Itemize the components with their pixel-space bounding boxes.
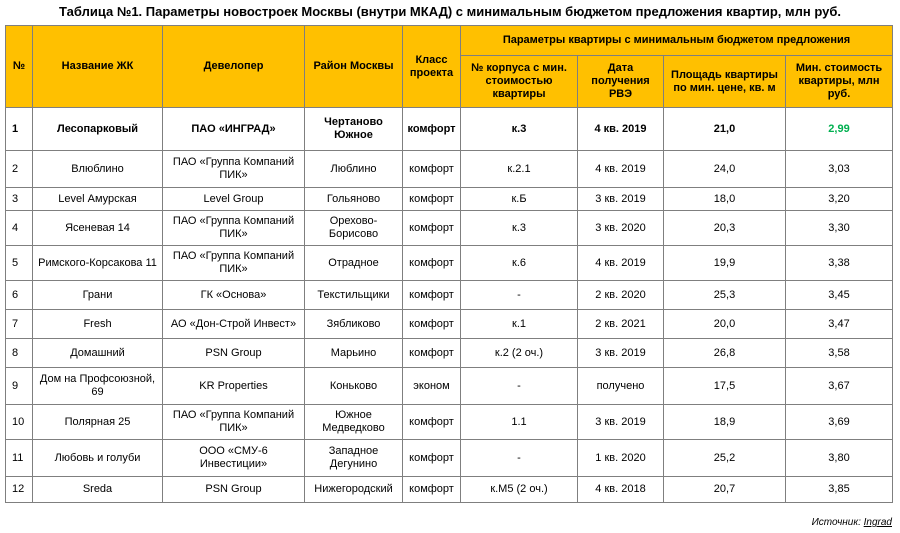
table-row xyxy=(6,281,893,310)
header-name: Название ЖК xyxy=(33,26,163,108)
cell-area: 24,0 xyxy=(664,151,786,188)
cell-building: к.1 xyxy=(461,310,578,339)
cell-num: 12 xyxy=(6,477,33,503)
cell-name: Лесопарковый xyxy=(33,108,163,151)
header-district: Район Москвы xyxy=(305,26,403,108)
cell-area: 18,0 xyxy=(664,188,786,211)
cell-class: комфорт xyxy=(403,281,461,310)
table-row xyxy=(6,368,893,405)
cell-num: 3 xyxy=(6,188,33,211)
cell-price: 3,85 xyxy=(786,477,893,503)
cell-developer: АО «Дон-Строй Инвест» xyxy=(163,310,305,339)
cell-num: 10 xyxy=(6,405,33,440)
table-row xyxy=(6,211,893,246)
cell-district: Текстильщики xyxy=(305,281,403,310)
cell-area: 17,5 xyxy=(664,368,786,405)
table-row xyxy=(6,151,893,188)
cell-developer: ПАО «Группа Компаний ПИК» xyxy=(163,211,305,246)
cell-date: 3 кв. 2019 xyxy=(578,339,664,368)
cell-num: 11 xyxy=(6,440,33,477)
table-row xyxy=(6,246,893,281)
cell-name: Дом на Профсоюзной, 69 xyxy=(33,368,163,405)
table-row xyxy=(6,477,893,503)
cell-building: - xyxy=(461,368,578,405)
cell-name: Любовь и голуби xyxy=(33,440,163,477)
cell-date: 3 кв. 2019 xyxy=(578,188,664,211)
cell-class: комфорт xyxy=(403,211,461,246)
cell-building: к.2.1 xyxy=(461,151,578,188)
cell-area: 21,0 xyxy=(664,108,786,151)
header-num: № xyxy=(6,26,33,108)
cell-num: 7 xyxy=(6,310,33,339)
cell-price: 3,20 xyxy=(786,188,893,211)
cell-date: 3 кв. 2020 xyxy=(578,211,664,246)
cell-price: 2,99 xyxy=(786,108,893,151)
cell-price: 3,80 xyxy=(786,440,893,477)
cell-developer: ПАО «ИНГРАД» xyxy=(163,108,305,151)
cell-district: Нижегородский xyxy=(305,477,403,503)
table-row xyxy=(6,339,893,368)
cell-name: Fresh xyxy=(33,310,163,339)
cell-building: к.2 (2 оч.) xyxy=(461,339,578,368)
cell-area: 25,3 xyxy=(664,281,786,310)
cell-num: 6 xyxy=(6,281,33,310)
cell-date: 2 кв. 2021 xyxy=(578,310,664,339)
cell-date: получено xyxy=(578,368,664,405)
cell-class: комфорт xyxy=(403,246,461,281)
cell-price: 3,47 xyxy=(786,310,893,339)
header-group: Параметры квартиры с минимальным бюджетом предложения xyxy=(461,26,893,56)
cell-district: Чертаново Южное xyxy=(305,108,403,151)
cell-class: комфорт xyxy=(403,440,461,477)
cell-area: 25,2 xyxy=(664,440,786,477)
header-date: Дата получения РВЭ xyxy=(578,56,664,108)
cell-area: 20,3 xyxy=(664,211,786,246)
table-body xyxy=(6,108,893,503)
cell-price: 3,03 xyxy=(786,151,893,188)
cell-area: 19,9 xyxy=(664,246,786,281)
cell-developer: KR Properties xyxy=(163,368,305,405)
cell-price: 3,38 xyxy=(786,246,893,281)
cell-price: 3,69 xyxy=(786,405,893,440)
cell-name: Грани xyxy=(33,281,163,310)
cell-district: Отрадное xyxy=(305,246,403,281)
cell-class: комфорт xyxy=(403,339,461,368)
cell-district: Орехово-Борисово xyxy=(305,211,403,246)
cell-class: комфорт xyxy=(403,108,461,151)
source-label: Источник: xyxy=(811,517,861,528)
table-row xyxy=(6,188,893,211)
new-buildings-table xyxy=(5,25,893,503)
cell-class: эконом xyxy=(403,368,461,405)
cell-area: 18,9 xyxy=(664,405,786,440)
cell-building: к.3 xyxy=(461,211,578,246)
cell-area: 20,7 xyxy=(664,477,786,503)
cell-date: 2 кв. 2020 xyxy=(578,281,664,310)
table-row xyxy=(6,405,893,440)
cell-district: Коньково xyxy=(305,368,403,405)
cell-building: - xyxy=(461,281,578,310)
cell-building: к.М5 (2 оч.) xyxy=(461,477,578,503)
cell-district: Зябликово xyxy=(305,310,403,339)
cell-date: 4 кв. 2018 xyxy=(578,477,664,503)
cell-num: 9 xyxy=(6,368,33,405)
table-row xyxy=(6,310,893,339)
cell-developer: ПАО «Группа Компаний ПИК» xyxy=(163,151,305,188)
cell-num: 1 xyxy=(6,108,33,151)
cell-price: 3,58 xyxy=(786,339,893,368)
cell-name: Level Амурская xyxy=(33,188,163,211)
cell-district: Люблино xyxy=(305,151,403,188)
cell-developer: PSN Group xyxy=(163,339,305,368)
cell-developer: Level Group xyxy=(163,188,305,211)
cell-developer: ПАО «Группа Компаний ПИК» xyxy=(163,405,305,440)
cell-date: 4 кв. 2019 xyxy=(578,151,664,188)
table-row xyxy=(6,108,893,151)
cell-class: комфорт xyxy=(403,188,461,211)
header-class: Класс проекта xyxy=(403,26,461,108)
cell-area: 20,0 xyxy=(664,310,786,339)
table-row xyxy=(6,440,893,477)
cell-price: 3,45 xyxy=(786,281,893,310)
cell-price: 3,30 xyxy=(786,211,893,246)
cell-building: - xyxy=(461,440,578,477)
cell-developer: ООО «СМУ-6 Инвестиции» xyxy=(163,440,305,477)
cell-developer: ПАО «Группа Компаний ПИК» xyxy=(163,246,305,281)
cell-district: Западное Дегунино xyxy=(305,440,403,477)
cell-building: 1.1 xyxy=(461,405,578,440)
cell-name: Ясеневая 14 xyxy=(33,211,163,246)
cell-building: к.Б xyxy=(461,188,578,211)
cell-num: 5 xyxy=(6,246,33,281)
cell-num: 8 xyxy=(6,339,33,368)
cell-developer: ГК «Основа» xyxy=(163,281,305,310)
header-price: Мин. стоимость квартиры, млн руб. xyxy=(786,56,893,108)
cell-class: комфорт xyxy=(403,310,461,339)
cell-num: 4 xyxy=(6,211,33,246)
cell-class: комфорт xyxy=(403,405,461,440)
cell-date: 3 кв. 2019 xyxy=(578,405,664,440)
source-name: Ingrad xyxy=(863,517,892,528)
cell-district: Южное Медведково xyxy=(305,405,403,440)
header-area: Площадь квартиры по мин. цене, кв. м xyxy=(664,56,786,108)
cell-name: Домашний xyxy=(33,339,163,368)
cell-district: Гольяново xyxy=(305,188,403,211)
cell-name: Влюблино xyxy=(33,151,163,188)
cell-class: комфорт xyxy=(403,477,461,503)
cell-date: 4 кв. 2019 xyxy=(578,108,664,151)
cell-name: Sreda xyxy=(33,477,163,503)
header-developer: Девелопер xyxy=(163,26,305,108)
cell-date: 4 кв. 2019 xyxy=(578,246,664,281)
cell-name: Полярная 25 xyxy=(33,405,163,440)
cell-developer: PSN Group xyxy=(163,477,305,503)
cell-district: Марьино xyxy=(305,339,403,368)
cell-name: Римского-Корсакова 11 xyxy=(33,246,163,281)
cell-num: 2 xyxy=(6,151,33,188)
source-note xyxy=(812,517,892,528)
cell-date: 1 кв. 2020 xyxy=(578,440,664,477)
cell-building: к.3 xyxy=(461,108,578,151)
table-title: Таблица №1. Параметры новостроек Москвы (внутри МКАД) с минимальным бюджетом предложения квартир, млн руб. xyxy=(59,4,841,19)
cell-area: 26,8 xyxy=(664,339,786,368)
header-building: № корпуса с мин. стоимостью квартиры xyxy=(461,56,578,108)
cell-class: комфорт xyxy=(403,151,461,188)
cell-price: 3,67 xyxy=(786,368,893,405)
cell-building: к.6 xyxy=(461,246,578,281)
